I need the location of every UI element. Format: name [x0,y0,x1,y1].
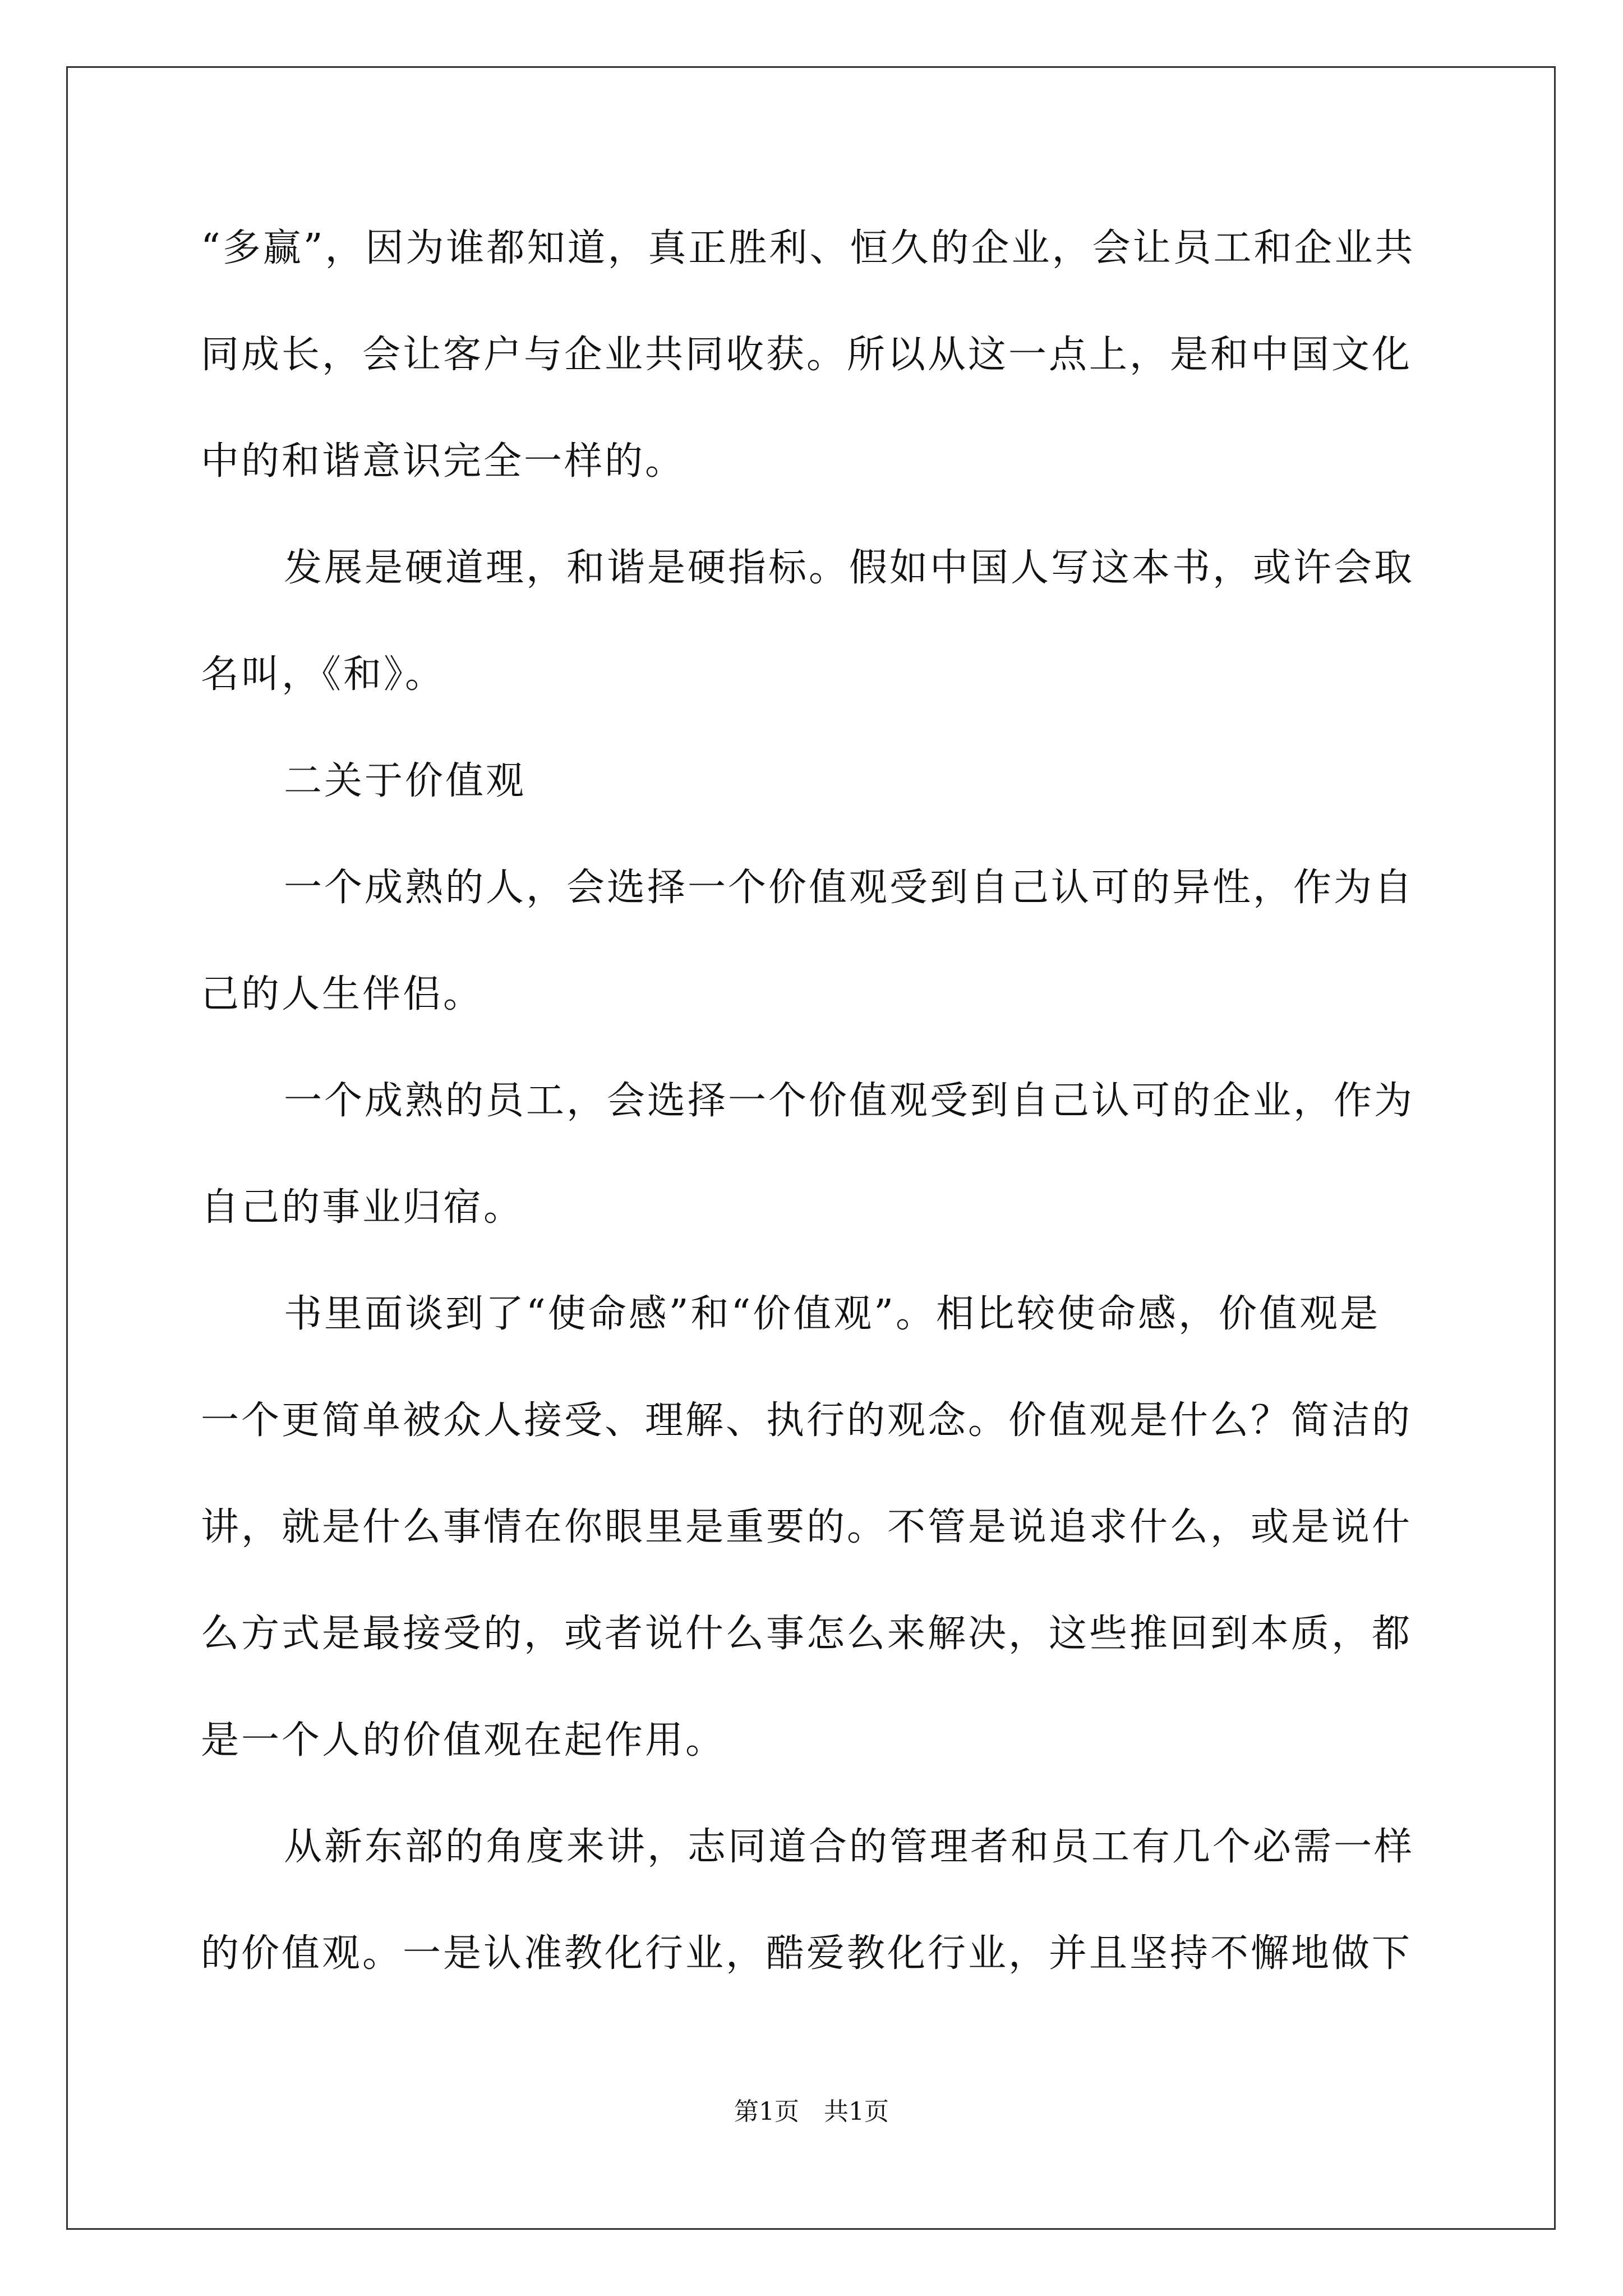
text-line: 中的和谐意识完全一样的。 [201,439,686,484]
page-number-footer: 第1页 共1页 [734,2097,889,2126]
text-line: 己的人生伴侣。 [201,972,484,1016]
text-line: 的价值观。一是认准教化行业，酷爱教化行业，并且坚持不懈地做下 [201,1931,1413,1976]
text-line: 一个更简单被众人接受、理解、执行的观念。价值观是什么？简洁的 [201,1398,1413,1443]
text-line: 是一个人的价值观在起作用。 [201,1718,726,1763]
text-line: 从新东部的角度来讲，志同道合的管理者和员工有几个必需一样 [284,1825,1415,1869]
text-line: 一个成熟的人，会选择一个价值观受到自己认可的异性，作为自 [284,866,1415,910]
text-line: 讲，就是什么事情在你眼里是重要的。不管是说追求什么，或是说什 [201,1505,1413,1549]
text-line: 同成长，会让客户与企业共同收获。所以从这一点上，是和中国文化 [201,333,1413,377]
text-line: 名叫，《和》。 [201,652,446,697]
text-line: 一个成熟的员工，会选择一个价值观受到自己认可的企业，作为 [284,1079,1415,1123]
text-line: 发展是硬道理，和谐是硬指标。假如中国人写这本书，或许会取 [284,546,1415,590]
text-line: “多赢”，因为谁都知道，真正胜利、恒久的企业，会让员工和企业共 [201,226,1415,270]
text-line: 自己的事业归宿。 [201,1185,524,1230]
section-heading: 二关于价值观 [284,759,527,803]
text-line: 书里面谈到了“使命感”和“价值观”。相比较使命感，价值观是 [284,1292,1381,1336]
text-line: 么方式是最接受的，或者说什么事怎么来解决，这些推回到本质，都 [201,1612,1413,1656]
page-border [66,66,1556,2230]
